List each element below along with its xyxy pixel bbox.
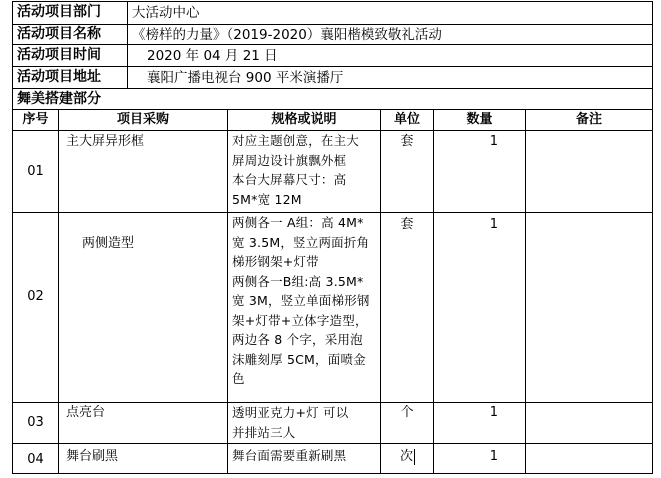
spec-line: 舞台面需要重新刷黑 [232,448,347,463]
row-seq[interactable]: 01 [27,164,44,179]
grid-line [525,109,526,474]
project-name-value[interactable]: 《榜样的力量》（2019-2020）襄阳楷模致敬礼活动 [132,27,442,43]
row-qty[interactable]: 1 [489,217,498,232]
spec-line: 透明亚克力+灯 可以 [232,405,349,420]
grid-line [12,1,13,474]
row-qty[interactable]: 1 [489,134,498,149]
address-label: 活动项目地址 [17,69,101,85]
grid-line [12,88,652,89]
row-spec[interactable] [232,446,346,466]
spec-line: 两边各 8 个字，采用泡 [232,332,363,347]
dept-label: 活动项目部门 [17,4,101,20]
grid-line [12,66,652,67]
grid-line [12,44,652,45]
spec-line: 宽 3.5M，竖立两面折角 [232,234,370,250]
spec-line: 屏周边设计旗飘外框 [232,152,347,168]
project-name-label: 活动项目名称 [17,26,101,42]
row-unit[interactable]: 个 [400,405,414,420]
row-seq[interactable]: 03 [27,415,44,430]
grid-line [12,1,652,2]
col-header-unit: 单位 [393,112,420,127]
col-header-qty: 数量 [466,112,493,127]
spec-line: 两侧各一 A组：高 4M* [232,215,364,230]
spec-line: 架+灯带+立体字造型， [232,312,368,328]
spec-line: 宽 3M，竖立单面梯形钢 [232,293,370,308]
row-item[interactable]: 点亮台 [66,405,106,420]
col-header-note: 备注 [575,112,602,127]
grid-line [12,109,652,110]
row-unit[interactable]: 次 [400,449,414,464]
row-qty[interactable]: 1 [489,449,498,464]
row-seq[interactable]: 02 [27,289,44,304]
row-spec[interactable] [232,403,348,442]
col-header-spec: 规格或说明 [271,112,337,127]
dept-value[interactable]: 大活动中心 [132,5,200,21]
row-item[interactable]: 两侧造型 [82,236,135,251]
grid-line [12,473,652,474]
row-spec[interactable] [232,131,359,209]
section-title: 舞美搭建部分 [17,91,101,107]
address-value[interactable]: 襄阳广播电视台 900 平米演播厅 [147,70,344,86]
grid-line [12,443,652,444]
time-label: 活动项目时间 [17,47,101,63]
col-header-seq: 序号 [22,112,49,127]
row-item[interactable]: 主大屏异形框 [66,134,145,149]
row-unit[interactable]: 套 [400,134,414,149]
spec-line: 两侧各一B组:高 3.5M* [232,273,364,289]
grid-line [127,1,128,89]
text-cursor [414,449,415,465]
row-seq[interactable]: 04 [27,452,44,467]
grid-line [58,109,59,474]
spec-line: 5M*宽 12M [232,191,302,207]
grid-line [227,109,228,474]
spec-line: 本台大屏幕尺寸：高 [232,172,347,187]
spec-line: 色 [232,371,245,386]
spec-line: 梯形钢架+灯带 [232,254,319,269]
grid-line [652,1,653,474]
row-unit[interactable]: 套 [400,217,414,232]
row-item[interactable]: 舞台刷黑 [66,449,119,464]
grid-line [12,24,652,25]
row-qty[interactable]: 1 [489,405,498,420]
spec-line: 对应主题创意，在主大 [232,133,360,148]
spec-line: 沫雕刻厚 5CM，面喷金 [232,351,366,367]
col-header-item: 项目采购 [116,112,169,127]
row-spec[interactable] [232,213,370,389]
time-value[interactable]: 2020 年 04 月 21 日 [147,48,278,64]
spec-line: 并排站三人 [232,424,296,440]
